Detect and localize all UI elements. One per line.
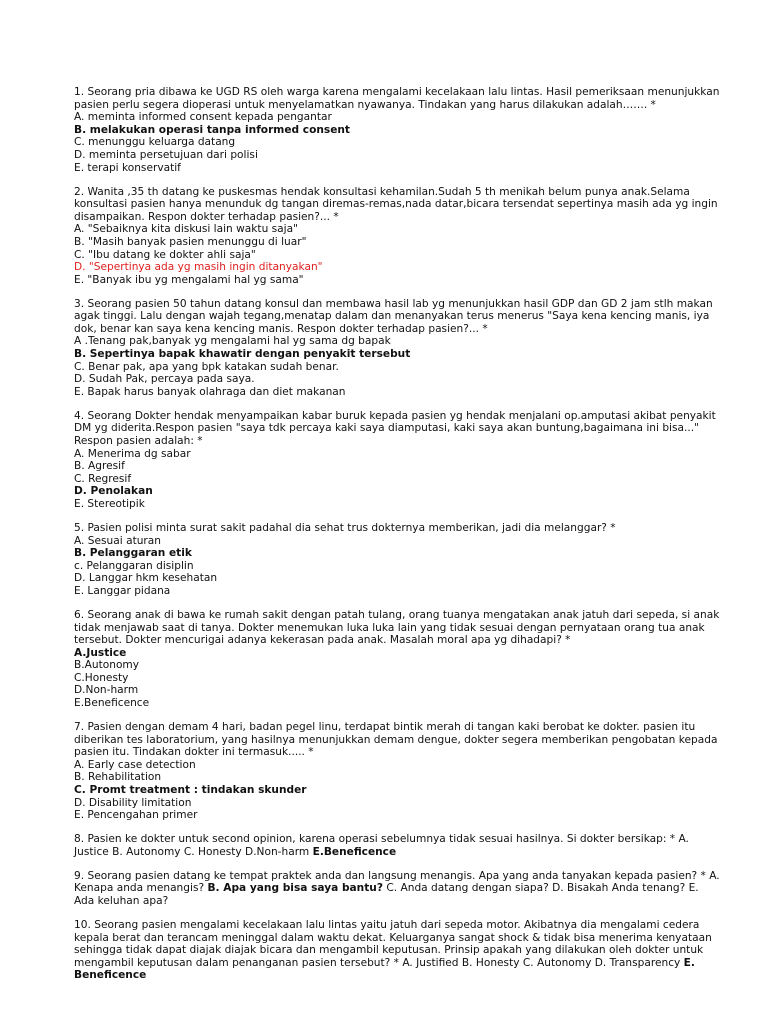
question-1 xyxy=(74,86,720,174)
question-stem-line: 3. Seorang pasien 50 tahun datang konsul dan membawa hasil lab yg menunjukkan hasil GDP dan GD 2 jam stlh makan xyxy=(74,297,713,310)
question-stem-line: pasien perlu segera dioperasi untuk menyelamatkan nyawanya. Tindakan yang harus dilakukan adalah……. * xyxy=(74,98,656,111)
answer-option: A. meminta informed consent kepada pengantar xyxy=(74,111,332,124)
answer-option: c. Pelanggaran disiplin xyxy=(74,559,194,572)
answer-option: E. "Banyak ibu yg mengalami hal yg sama" xyxy=(74,273,304,286)
question-stem-line: disampaikan. Respon dokter terhadap pasien?... * xyxy=(74,210,339,223)
answer-option-highlighted: A.Justice xyxy=(74,646,127,659)
answer-option: B. Agresif xyxy=(74,460,125,473)
question-inline-line xyxy=(74,882,704,895)
question-5 xyxy=(74,522,704,598)
question-inline-line xyxy=(74,846,704,859)
answer-option: E. Stereotipik xyxy=(74,497,145,510)
question-stem-line: 1. Seorang pria dibawa ke UGD RS oleh warga karena mengalami kecelakaan lalu lintas. Hasil pemeriksaan menunjukkan xyxy=(74,86,720,98)
answer-option: A. Sesuai aturan xyxy=(74,534,161,547)
question-text: C. Anda datang dengan siapa? D. Bisakah Anda tenang? E. xyxy=(382,882,699,895)
answer-option: E. terapi konservatif xyxy=(74,161,181,174)
answer-option: B.Autonomy xyxy=(74,659,140,672)
answer-option: D. Langgar hkm kesehatan xyxy=(74,572,218,585)
answer-highlight: E. xyxy=(683,956,695,969)
question-inline-line xyxy=(74,833,704,846)
answer-option-highlighted: D. Penolakan xyxy=(74,485,153,498)
answer-option: D. Disability limitation xyxy=(74,796,192,809)
answer-option: C. "Ibu datang ke dokter ahli saja" xyxy=(74,248,256,261)
question-text: Ada keluhan apa? xyxy=(74,894,169,907)
question-text: 8. Pasien ke dokter untuk second opinion, karena operasi sebelumnya tidak sesuai hasilnya. Si dokter bersikap: * A. xyxy=(74,833,689,846)
question-inline-line xyxy=(74,931,712,945)
answer-option: A. "Sebaiknya kita diskusi lain waktu saja" xyxy=(74,223,298,236)
answer-option: C.Honesty xyxy=(74,671,129,684)
question-6 xyxy=(74,608,720,710)
answer-option: E. Bapak harus banyak olahraga dan diet makanan xyxy=(74,385,346,398)
question-stem-line: 7. Pasien dengan demam 4 hari, badan pegel linu, terdapat bintik merah di tangan kaki berobat ke dokter. pasien itu xyxy=(74,721,696,734)
answer-option: A. Menerima dg sabar xyxy=(74,447,191,460)
question-9 xyxy=(74,869,720,908)
answer-option: C. Benar pak, apa yang bpk katakan sudah benar. xyxy=(74,360,339,373)
question-text: 9. Seorang pasien datang ke tempat praktek anda dan langsung menangis. Apa yang anda tanyakan kepada pasien? * A. xyxy=(74,869,720,882)
question-inline-line xyxy=(74,919,704,932)
question-text: mengambil keputusan dalam penanganan pasien tersebut? * A. Justified B. Honesty C. Autonomy D. Transparency xyxy=(74,956,684,969)
answer-option: A .Tenang pak,banyak yg mengalami hal yg sama dg bapak xyxy=(74,335,391,348)
question-stem-line: DM yg diderita.Respon pasien "saya tdk percaya kaki saya diamputasi, kaki saya akan buntung,bagaimana ini bisa..." xyxy=(74,422,699,435)
question-inline-line xyxy=(74,969,704,982)
question-stem-line: pasien itu. Tindakan dokter ini termasuk..... * xyxy=(74,746,314,759)
question-2 xyxy=(74,185,718,287)
answer-option-highlighted: B. Pelanggaran etik xyxy=(74,547,192,560)
answer-option-highlighted: B. Sepertinya bapak khawatir dengan penyakit tersebut xyxy=(74,348,411,361)
answer-highlight: Beneficence xyxy=(74,969,147,982)
answer-option: D. meminta persetujuan dari polisi xyxy=(74,148,258,161)
question-stem-line: agak tinggi. Lalu dengan wajah tegang,menatap dalam dan menanyakan terus menerus "Saya kena kencing manis, iya xyxy=(74,310,710,323)
question-inline-line xyxy=(74,869,720,883)
question-stem-line: 4. Seorang Dokter hendak menyampaikan kabar buruk kepada pasien yg hendak menjalani op.amputasi akibat penyakit xyxy=(74,409,716,422)
question-4 xyxy=(74,409,716,511)
answer-option-highlighted: D. "Sepertinya ada yg masih ingin ditanyakan" xyxy=(74,261,323,274)
answer-highlight: B. Apa yang bisa saya bantu? xyxy=(207,882,383,895)
question-stem-line: tidak menjawab saat di tanya. Dokter menemukan luka luka lain yang tidak sesuai dengan pernyataan orang tua anak xyxy=(74,621,705,634)
question-inline-line xyxy=(74,895,704,908)
answer-option: E.Beneficence xyxy=(74,697,150,710)
question-stem-line: 2. Wanita ,35 th datang ke puskesmas hendak konsultasi kehamilan.Sudah 5 th menikah belum punya anak.Selama xyxy=(74,185,690,198)
answer-option-highlighted: B. melakukan operasi tanpa informed consent xyxy=(74,123,350,136)
question-text: sehingga tidak dapat diajak diajak bicara dan mengambil keputusan. Prinsip apakah yang dilakukan oleh dokter untuk xyxy=(74,944,704,957)
answer-option-highlighted: C. Promt treatment : tindakan skunder xyxy=(74,784,307,797)
question-inline-line xyxy=(74,944,704,957)
question-text: kepala berat dan terancam meninggal dalam waktu dekat. Keluarganya sangat shock & tidak bisa menerima kenyataan xyxy=(74,931,712,944)
answer-highlight: E.Beneficence xyxy=(312,845,397,858)
answer-option: B. Rehabilitation xyxy=(74,771,162,784)
question-stem-line: 5. Pasien polisi minta surat sakit padahal dia sehat trus dokternya memberikan, jadi dia melanggar? * xyxy=(74,521,616,534)
answer-option: D. Sudah Pak, percaya pada saya. xyxy=(74,373,255,386)
answer-option: C. menunggu keluarga datang xyxy=(74,136,236,149)
question-stem-line: 6. Seorang anak di bawa ke rumah sakit dengan patah tulang, orang tuanya mengatakan anak jatuh dari sepeda, si anak xyxy=(74,608,720,621)
question-text: Kenapa anda menangis? xyxy=(74,882,208,895)
question-inline-line xyxy=(74,957,704,970)
answer-option: B. "Masih banyak pasien menunggu di luar" xyxy=(74,235,307,248)
question-list xyxy=(74,86,720,993)
question-3 xyxy=(74,297,713,399)
answer-option: A. Early case detection xyxy=(74,758,196,771)
question-stem-line: dok, benar kan saya kena kencing manis. Respon dokter terhadap pasien?... * xyxy=(74,322,488,335)
answer-option: E. Langgar pidana xyxy=(74,584,171,597)
question-stem-line: Respon pasien adalah: * xyxy=(74,435,203,448)
question-7 xyxy=(74,721,718,822)
question-8 xyxy=(74,833,704,858)
answer-option: D.Non-harm xyxy=(74,684,139,697)
answer-option: C. Regresif xyxy=(74,472,132,485)
question-stem-line: konsultasi pasien hanya menunduk dg tangan diremas-remas,nada datar,bicara tersendat sepertinya masih ada yg ingin xyxy=(74,198,718,211)
question-text: 10. Seorang pasien mengalami kecelakaan lalu lintas yaitu jatuh dari sepeda motor. Akibatnya dia mengalami cedera xyxy=(74,918,700,931)
question-stem-line: diberikan tes laboratorium, yang hasilnya menunjukkan demam dengue, dokter segera memberikan pengobatan kepada xyxy=(74,733,718,746)
answer-option: E. Pencengahan primer xyxy=(74,809,198,822)
question-stem-line: tersebut. Dokter mencurigai adanya kekerasan pada anak. Masalah moral apa yg dihadapi? * xyxy=(74,634,571,647)
question-10 xyxy=(74,918,712,982)
question-text: Justice B. Autonomy C. Honesty D.Non-harm xyxy=(74,845,313,858)
